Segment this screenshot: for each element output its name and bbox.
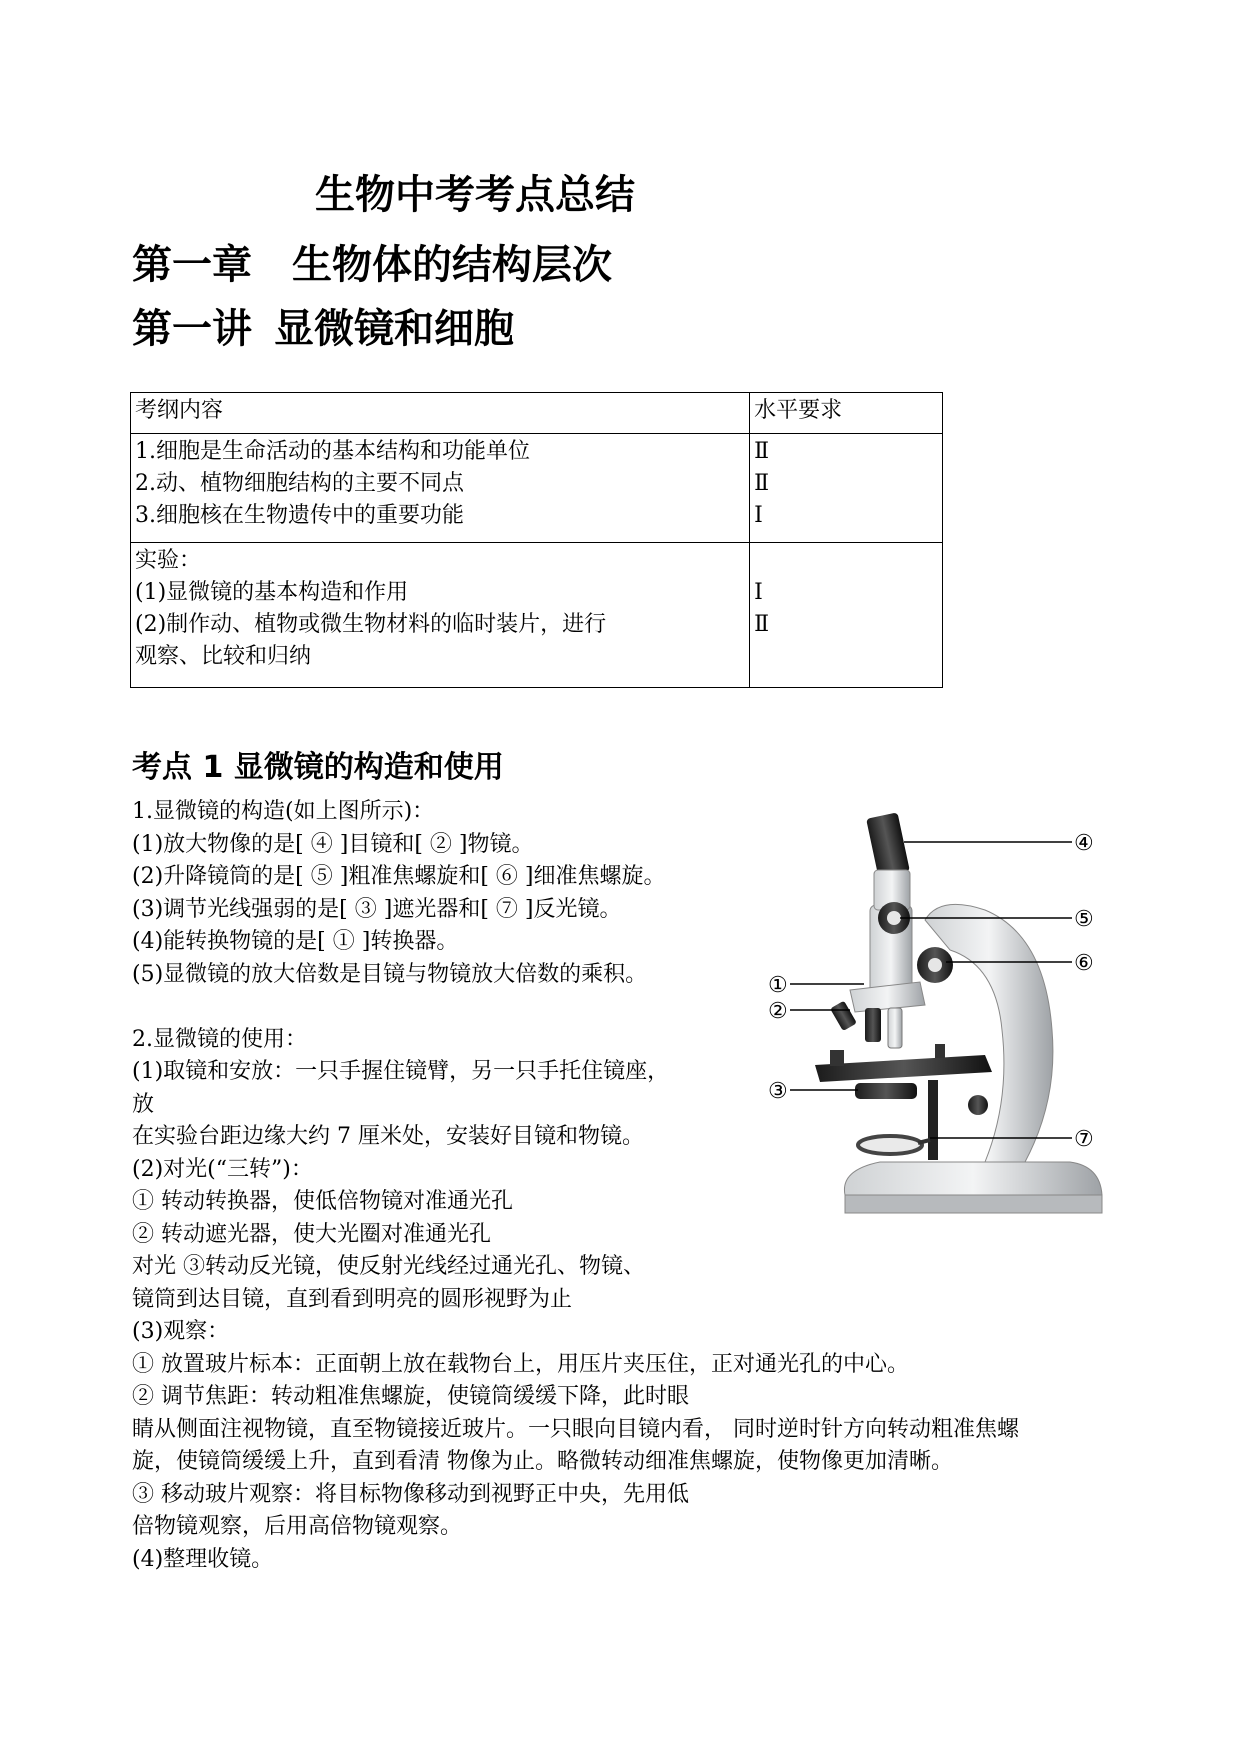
body-line: 旋，使镜筒缓缓上升，直到看清 物像为止。略微转动细准焦螺旋，使物像更加清晰。 (132, 1449, 953, 1474)
content-cell (131, 434, 750, 543)
figure-label-7: ⑦ (1074, 1127, 1094, 1152)
table-header-row (131, 393, 943, 434)
body-line: ③ 移动玻片观察：将目标物像移动到视野正中央，先用低 (132, 1481, 689, 1507)
lecture-prefix: 第一讲 (132, 306, 252, 352)
body-line: 放 (132, 1091, 155, 1117)
level-value: Ⅱ (754, 612, 770, 637)
body-line: ① 放置玻片标本：正面朝上放在载物台上，用压片夹压住，正对通光孔的中心。 (132, 1351, 909, 1377)
body-line: 2.显微镜的使用： (132, 1026, 307, 1052)
level-value: Ⅱ (754, 471, 770, 496)
section-heading: 考点 1 显微镜的构造和使用 (132, 750, 504, 785)
lecture-name: 显微镜和细胞 (274, 306, 514, 352)
body-line: (5)显微镜的放大倍数是目镜与物镜放大倍数的乘积。 (132, 961, 648, 987)
body-line: 对光 ③转动反光镜，使反射光线经过通光孔、物镜、 (132, 1254, 645, 1279)
content-line: (1)显微镜的基本构造和作用 (135, 580, 409, 605)
body-line: 睛从侧面注视物镜，直至物镜接近玻片。一只眼向目镜内看， 同时逆时针方向转动粗准焦螺 (132, 1416, 1019, 1442)
body-line: (2)对光(“三转”)： (132, 1156, 313, 1182)
figure-label-1: ① (768, 973, 788, 998)
level-value (754, 545, 938, 577)
microscope-illustration (770, 800, 1120, 1240)
level-value: Ⅰ (754, 580, 763, 605)
body-line: (4)整理收镜。 (132, 1546, 274, 1572)
level-cell (750, 434, 943, 543)
syllabus-table (130, 392, 943, 688)
header-level: 水平要求 (750, 393, 943, 434)
body-line: 镜筒到达目镜，直到看到明亮的圆形视野为止 (132, 1286, 573, 1312)
content-line: (2)制作动、植物或微生物材料的临时装片，进行 (135, 612, 607, 637)
body-line: ② 转动遮光器，使大光圈对准通光孔 (132, 1221, 491, 1247)
body-line: ① 转动转换器，使低倍物镜对准通光孔 (132, 1189, 513, 1214)
level-value: Ⅰ (754, 503, 763, 528)
chapter-title (132, 240, 612, 290)
body-line: (1)取镜和安放：一只手握住镜臂，另一只手托住镜座， (132, 1059, 670, 1084)
body-line: 倍物镜观察，后用高倍物镜观察。 (132, 1514, 463, 1539)
level-value: Ⅱ (754, 439, 770, 464)
body-line: (3)调节光线强弱的是[ ③ ]遮光器和[ ⑦ ]反光镜。 (132, 896, 622, 922)
figure-label-6: ⑥ (1074, 951, 1094, 976)
figure-label-4: ④ (1074, 831, 1094, 856)
figure-label-5: ⑤ (1074, 907, 1094, 932)
body-line: (1)放大物像的是[ ④ ]目镜和[ ② ]物镜。 (132, 831, 534, 857)
figure-label-3: ③ (768, 1079, 788, 1104)
content-line: 1.细胞是生命活动的基本结构和功能单位 (135, 439, 530, 464)
body-line: 在实验台距边缘大约 7 厘米处，安装好目镜和物镜。 (132, 1124, 644, 1149)
content-line: 3.细胞核在生物遗传中的重要功能 (135, 503, 464, 528)
chapter-name: 生物体的结构层次 (292, 242, 612, 288)
body-line: (4)能转换物镜的是[ ① ]转换器。 (132, 929, 459, 954)
content-line: 2.动、植物细胞结构的主要不同点 (135, 471, 464, 496)
page-title: 生物中考考点总结 (315, 172, 635, 218)
table-row (131, 434, 943, 543)
chapter-prefix: 第一章 (132, 242, 252, 288)
level-cell (750, 543, 943, 688)
body-line: ② 调节焦距：转动粗准焦螺旋，使镜筒缓缓下降，此时眼 (132, 1384, 689, 1409)
content-line: 实验： (135, 548, 202, 573)
content-line: 观察、比较和归纳 (135, 644, 312, 669)
header-content: 考纲内容 (131, 393, 750, 434)
figure-label-2: ② (768, 999, 788, 1024)
level-value (754, 641, 938, 673)
body-line: (3)观察： (132, 1319, 230, 1344)
body-line: 1.显微镜的构造(如上图所示)： (132, 799, 435, 824)
content-cell (131, 543, 750, 688)
lecture-title (132, 304, 514, 354)
microscope-figure (770, 800, 1120, 1240)
body-line: (2)升降镜筒的是[ ⑤ ]粗准焦螺旋和[ ⑥ ]细准焦螺旋。 (132, 864, 666, 889)
table-row (131, 543, 943, 688)
